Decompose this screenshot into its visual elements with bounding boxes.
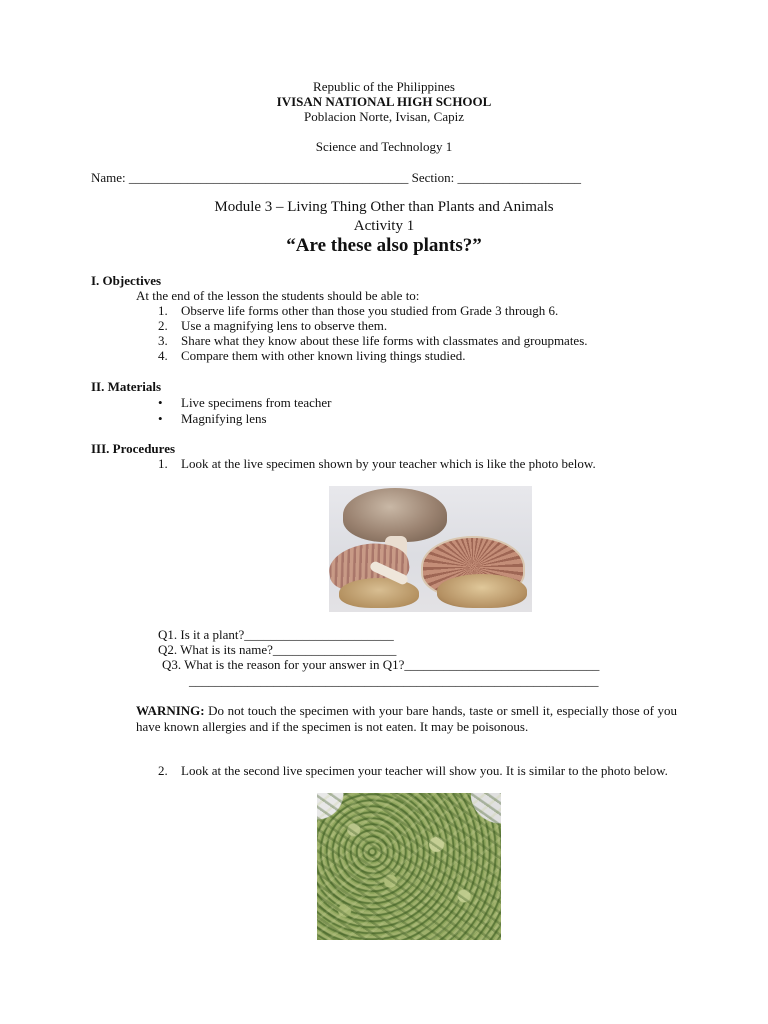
objective-item-1 (158, 303, 558, 319)
objective-number: 3. (158, 333, 168, 348)
procedure-step-2 (158, 763, 678, 779)
mushroom-cap-shape (339, 578, 419, 608)
republic-line: Republic of the Philippines (313, 79, 455, 94)
warning-label: WARNING: (136, 703, 205, 718)
activity-label: Activity 1 (353, 218, 415, 234)
module-title: Module 3 – Living Thing Other than Plants and Animals (214, 199, 554, 215)
question-1: Q1. Is it a plant?_______________________ (158, 627, 394, 642)
objectives-heading: I. Objectives (91, 273, 162, 288)
objective-item-3 (158, 333, 588, 349)
step-number: 2. (158, 763, 168, 778)
objectives-intro: At the end of the lesson the students should be able to: (136, 288, 420, 303)
material-text: Magnifying lens (181, 411, 267, 426)
step-text: Look at the live specimen shown by your teacher which is like the photo below. (181, 456, 596, 471)
objective-text: Share what they know about these life forms with classmates and groupmates. (181, 333, 588, 348)
mushroom-cap-shape (343, 488, 447, 542)
material-text: Live specimens from teacher (181, 395, 332, 410)
step-number: 1. (158, 456, 168, 471)
subject-title: Science and Technology 1 (315, 139, 453, 154)
question-3: Q3. What is the reason for your answer in Q1?______________________________ (162, 657, 600, 672)
procedures-heading: III. Procedures (91, 441, 176, 456)
material-item-1 (158, 395, 332, 411)
objective-item-4 (158, 348, 466, 364)
name-section-line (91, 170, 691, 186)
materials-heading: II. Materials (91, 379, 162, 394)
step-text: Look at the second live specimen your teacher will show you. It is similar to the photo below. (181, 763, 668, 778)
objective-number: 2. (158, 318, 168, 333)
material-item-2 (158, 411, 267, 427)
objective-text: Observe life forms other than those you studied from Grade 3 through 6. (181, 303, 559, 318)
warning-paragraph (136, 703, 677, 735)
seaweed-texture-shape (317, 793, 501, 940)
sea-grapes-photo (317, 793, 501, 940)
objective-number: 1. (158, 303, 168, 318)
warning-text: Do not touch the specimen with your bare hands, taste or smell it, especially those of you have known allergies and if the specimen is not eaten. It may be poisonous. (136, 703, 677, 734)
question-3-answer-line[interactable]: _______________________________________________________________ (189, 673, 599, 688)
objective-text: Compare them with other known living things studied. (181, 348, 466, 363)
bullet-icon: • (158, 395, 163, 410)
name-label: Name: (91, 170, 129, 185)
school-address: Poblacion Norte, Ivisan, Capiz (304, 109, 464, 124)
mushroom-photo (329, 486, 532, 612)
activity-question-title: “Are these also plants?” (286, 235, 482, 256)
mushroom-cap-shape (437, 574, 527, 608)
objective-text: Use a magnifying lens to observe them. (181, 318, 388, 333)
name-blank[interactable]: ___________________________________________ (128, 170, 409, 185)
section-label: Section: (408, 170, 458, 185)
procedure-step-1 (158, 456, 596, 472)
school-name: IVISAN NATIONAL HIGH SCHOOL (276, 94, 492, 109)
objective-item-2 (158, 318, 387, 334)
section-blank[interactable]: ___________________ (457, 170, 582, 185)
question-2: Q2. What is its name?___________________ (158, 642, 397, 657)
objective-number: 4. (158, 348, 168, 363)
bullet-icon: • (158, 411, 163, 426)
